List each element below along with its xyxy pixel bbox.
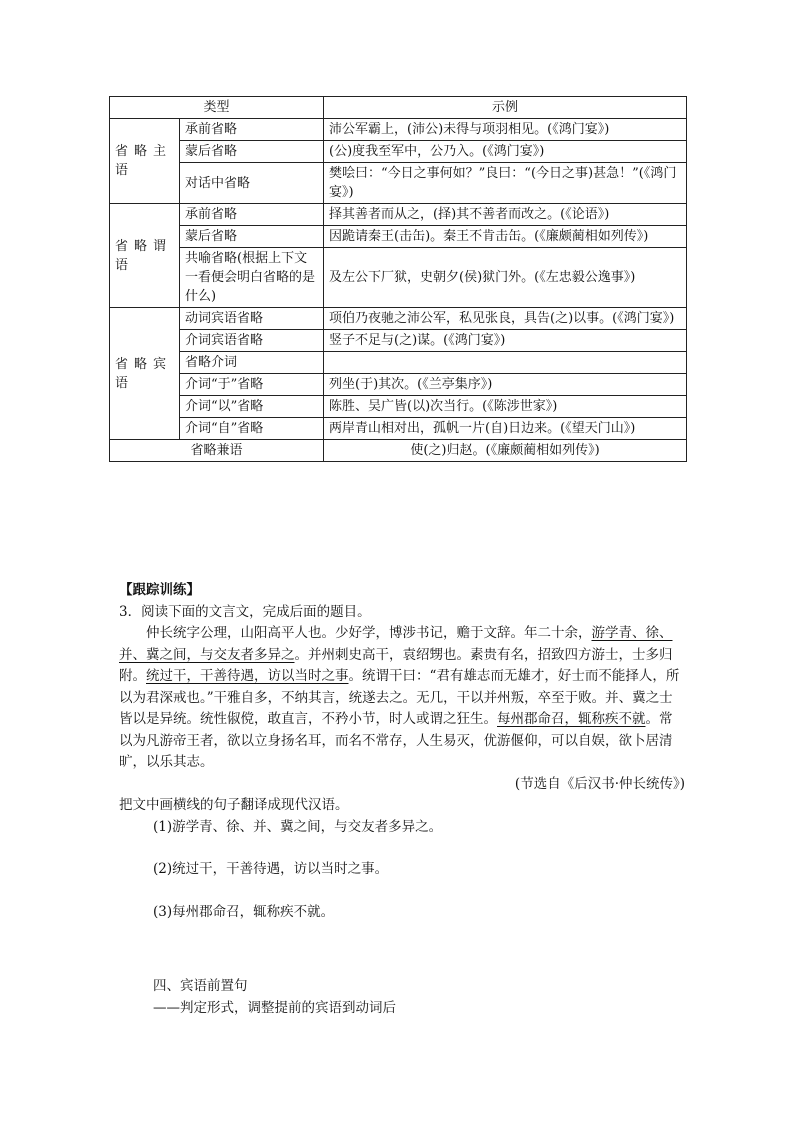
ellipsis-types-table	[109, 96, 687, 462]
training-section	[119, 580, 685, 923]
translation-item-1: (1)游学青、徐、并、冀之间，与交友者多异之。	[153, 818, 443, 835]
section-four	[119, 976, 685, 1019]
subtype-cell: 介词“于”省略	[180, 374, 324, 396]
example-cell: (公)度我至军中，公乃入。(《鸿门宴》)	[324, 141, 687, 163]
table-row	[110, 418, 687, 440]
example-cell: 陈胜、吴广皆(以)次当行。(《陈涉世家》)	[324, 396, 687, 418]
section-subtitle: ——判定形式，调整提前的宾语到动词后	[153, 999, 396, 1016]
passage-text: 仲长统字公理，山阳高平人也。少好学，博涉书记，赡于文辞。年二十余，	[146, 625, 592, 641]
table-row	[110, 396, 687, 418]
example-cell	[324, 352, 687, 374]
subtype-cell: 蒙后省略	[180, 226, 324, 248]
section-title: 四、宾语前置句	[153, 978, 248, 994]
training-heading: 【跟踪训练】	[119, 582, 200, 598]
translation-item-3: (3)每州郡命召，辄称疾不就。	[153, 903, 335, 920]
table-row	[110, 440, 687, 462]
example-cell: 列坐(于)其次。(《兰亭集序》)	[324, 374, 687, 396]
example-cell: 竖子不足与(之)谋。(《鸿门宴》)	[324, 330, 687, 352]
table-row	[110, 248, 687, 308]
table-row	[110, 204, 687, 226]
underlined-sentence: 统过干，干善待遇，访以当时之事	[146, 668, 349, 684]
example-cell: 樊哙曰：“今日之事何如？”良曰：“(今日之事)甚急！”(《鸿门宴》)	[324, 163, 687, 204]
category-cell: 省略主语	[110, 119, 180, 204]
example-cell: 择其善者而从之，(择)其不善者而改之。(《论语》)	[324, 204, 687, 226]
table-row	[110, 330, 687, 352]
subtype-cell: 对话中省略	[180, 163, 324, 204]
example-cell: 两岸青山相对出，孤帆一片(自)日边来。(《望天门山》)	[324, 418, 687, 440]
subtype-cell: 介词宾语省略	[180, 330, 324, 352]
subtype-cell: 介词“以”省略	[180, 396, 324, 418]
table-row	[110, 226, 687, 248]
question-prompt: 3．阅读下面的文言文，完成后面的题目。	[119, 603, 371, 620]
category-cell: 省略谓语	[110, 204, 180, 308]
example-cell: 因跪请秦王(击缶)。秦王不肯击缶。(《廉颇蔺相如列传》)	[324, 226, 687, 248]
table-row	[110, 163, 687, 204]
table-row	[110, 119, 687, 141]
translation-item-2: (2)统过干，干善待遇，访以当时之事。	[153, 861, 389, 877]
header-example: 示例	[324, 97, 687, 119]
subtype-cell: 承前省略	[180, 204, 324, 226]
example-cell: 使(之)归赵。(《廉颇蔺相如列传》)	[324, 440, 687, 462]
subtype-cell: 蒙后省略	[180, 141, 324, 163]
subtype-cell: 承前省略	[180, 119, 324, 141]
subtype-cell: 共喻省略(根据上下文一看便会明白省略的是什么)	[180, 248, 324, 308]
table-row	[110, 308, 687, 330]
header-type: 类型	[110, 97, 324, 119]
category-cell: 省略宾语	[110, 308, 180, 440]
example-cell: 沛公军霸上，(沛公)未得与项羽相见。(《鸿门宴》)	[324, 119, 687, 141]
underlined-sentence: 每州郡命召，辄称疾不就	[497, 711, 646, 727]
subtype-cell: 动词宾语省略	[180, 308, 324, 330]
passage-source: (节选自《后汉书·仲长统传》)	[514, 775, 685, 792]
translation-instruction: 把文中画横线的句子翻译成现代汉语。	[119, 797, 349, 813]
table-row	[110, 374, 687, 396]
table-row	[110, 141, 687, 163]
example-cell: 项伯乃夜驰之沛公军，私见张良，具告(之)以事。(《鸿门宴》)	[324, 308, 687, 330]
passage-text: 。常以为凡游帝王者，欲以立身扬名耳，而名不常存，人生易灭，优游偃仰，可以自娱，欲卜居清旷，以乐其志。	[119, 711, 673, 770]
subtype-cell: 省略介词	[180, 352, 324, 374]
table-header-row	[110, 97, 687, 119]
passage-paragraph	[119, 623, 685, 774]
table-row	[110, 352, 687, 374]
example-cell: 及左公下厂狱，史朝夕(侯)狱门外。(《左忠毅公逸事》)	[324, 248, 687, 308]
subtype-cell: 介词“自”省略	[180, 418, 324, 440]
passage-text: 。并州刺史高干，袁绍甥也。素贵有名，招致四方游士，士多归附。	[119, 646, 673, 684]
underlined-sentence: 游学青、徐、并、冀之间，与交友者多异之	[119, 625, 673, 663]
passage-text: 。统谓干曰：“君有雄志而无雄才，好士而不能择人，所以为君深戒也。”干雅自多，不纳其言，统遂去之。无几，干以并州叛，卒至于败。并、冀之士皆以是异统。统性俶傥，敢直言，不矜小节，时人或谓之狂生。	[119, 668, 680, 727]
category-cell: 省略兼语	[110, 440, 324, 462]
